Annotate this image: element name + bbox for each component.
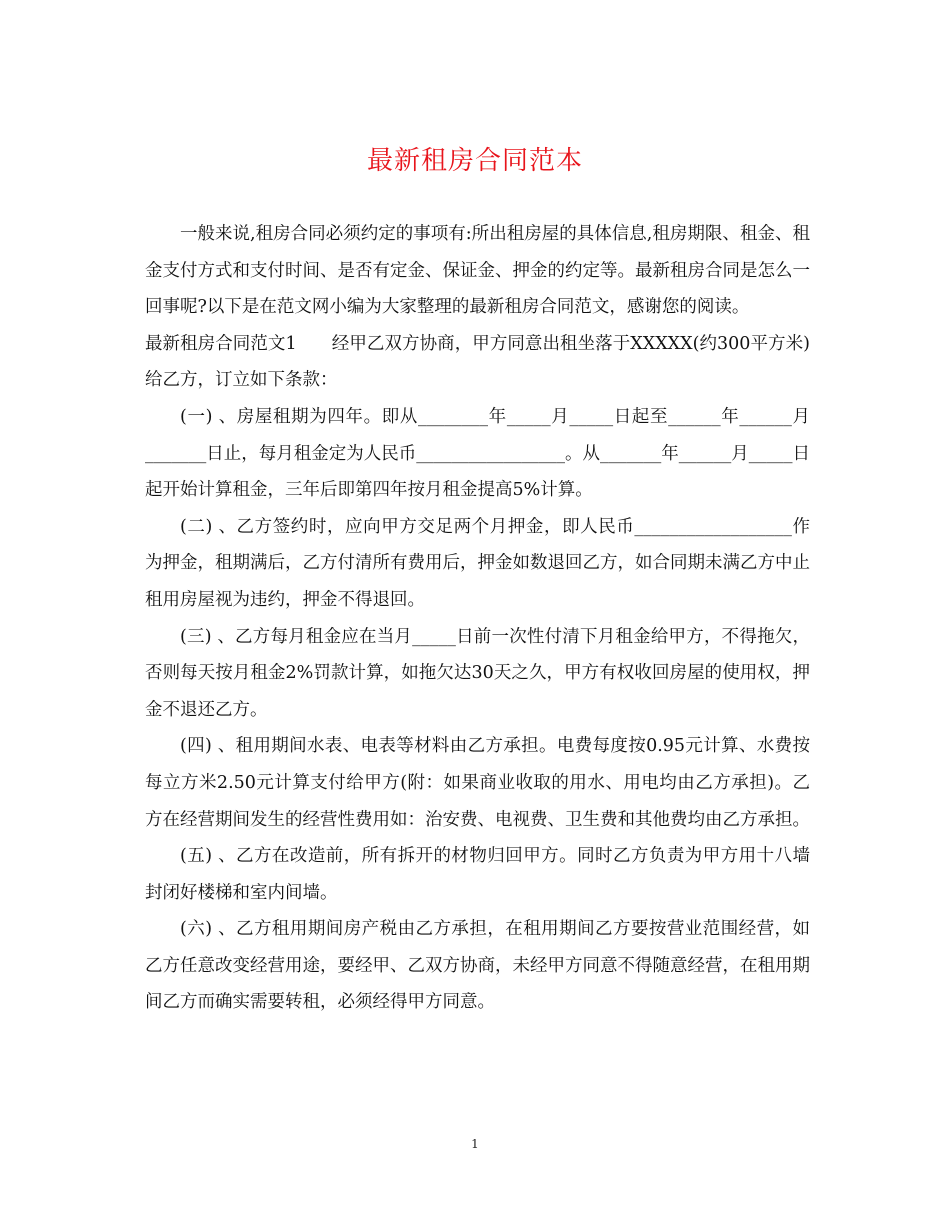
clause-1-paragraph: (一) 、房屋租期为四年。即从________年_____月_____日起至______年______月_______日止，每月租金定为人民币_________________。从_______年______月_____日起开始计算租金，三年后即第四年按月租金提高5%计算。 <box>145 406 810 501</box>
contract-heading-paragraph: 最新租房合同范文1 经甲乙双方协商，甲方同意出租坐落于XXXXX(约300平方米)给乙方，订立如下条款： <box>145 333 810 391</box>
page-number: 1 <box>471 1137 479 1151</box>
clause-2-paragraph: (二) 、乙方签约时，应向甲方交足两个月押金，即人民币__________________作为押金，租期满后，乙方付清所有费用后，押金如数退回乙方，如合同期未满乙方中止租用房屋视为违约，押金不得退回。 <box>145 516 810 610</box>
clause-4-paragraph: (四) 、租用期间水表、电表等材料由乙方承担。电费每度按0.95元计算、水费按每立方米2.50元计算支付给甲方(附：如果商业收取的用水、用电均由乙方承担)。乙方在经营期间发生的经营性费用如：治安费、电视费、卫生费和其他费均由乙方承担。 <box>145 736 810 830</box>
document-title: 最新租房合同范本 <box>366 146 583 176</box>
clause-6-paragraph: (六) 、乙方租用期间房产税由乙方承担，在租用期间乙方要按营业范围经营，如乙方任意改变经营用途，要经甲、乙双方协商，未经甲方同意不得随意经营，在租用期间乙方而确实需要转租，必须经得甲方同意。 <box>145 919 810 1013</box>
intro-paragraph: 一般来说,租房合同必须约定的事项有:所出租房屋的具体信息,租房期限、租金、租金支付方式和支付时间、是否有定金、保证金、押金的约定等。最新租房合同是怎么一回事呢?以下是在范文网小编为大家整理的最新租房合同范文，感谢您的阅读。 <box>145 224 810 318</box>
clause-3-paragraph: (三) 、乙方每月租金应在当月_____日前一次性付清下月租金给甲方，不得拖欠，否则每天按月租金2%罚款计算，如拖欠达30天之久，甲方有权收回房屋的使用权，押金不退还乙方。 <box>145 626 810 720</box>
document-body <box>145 216 810 1021</box>
clause-5-paragraph: (五) 、乙方在改造前，所有拆开的材物归回甲方。同时乙方负责为甲方用十八墙封闭好楼梯和室内间墙。 <box>145 846 810 903</box>
